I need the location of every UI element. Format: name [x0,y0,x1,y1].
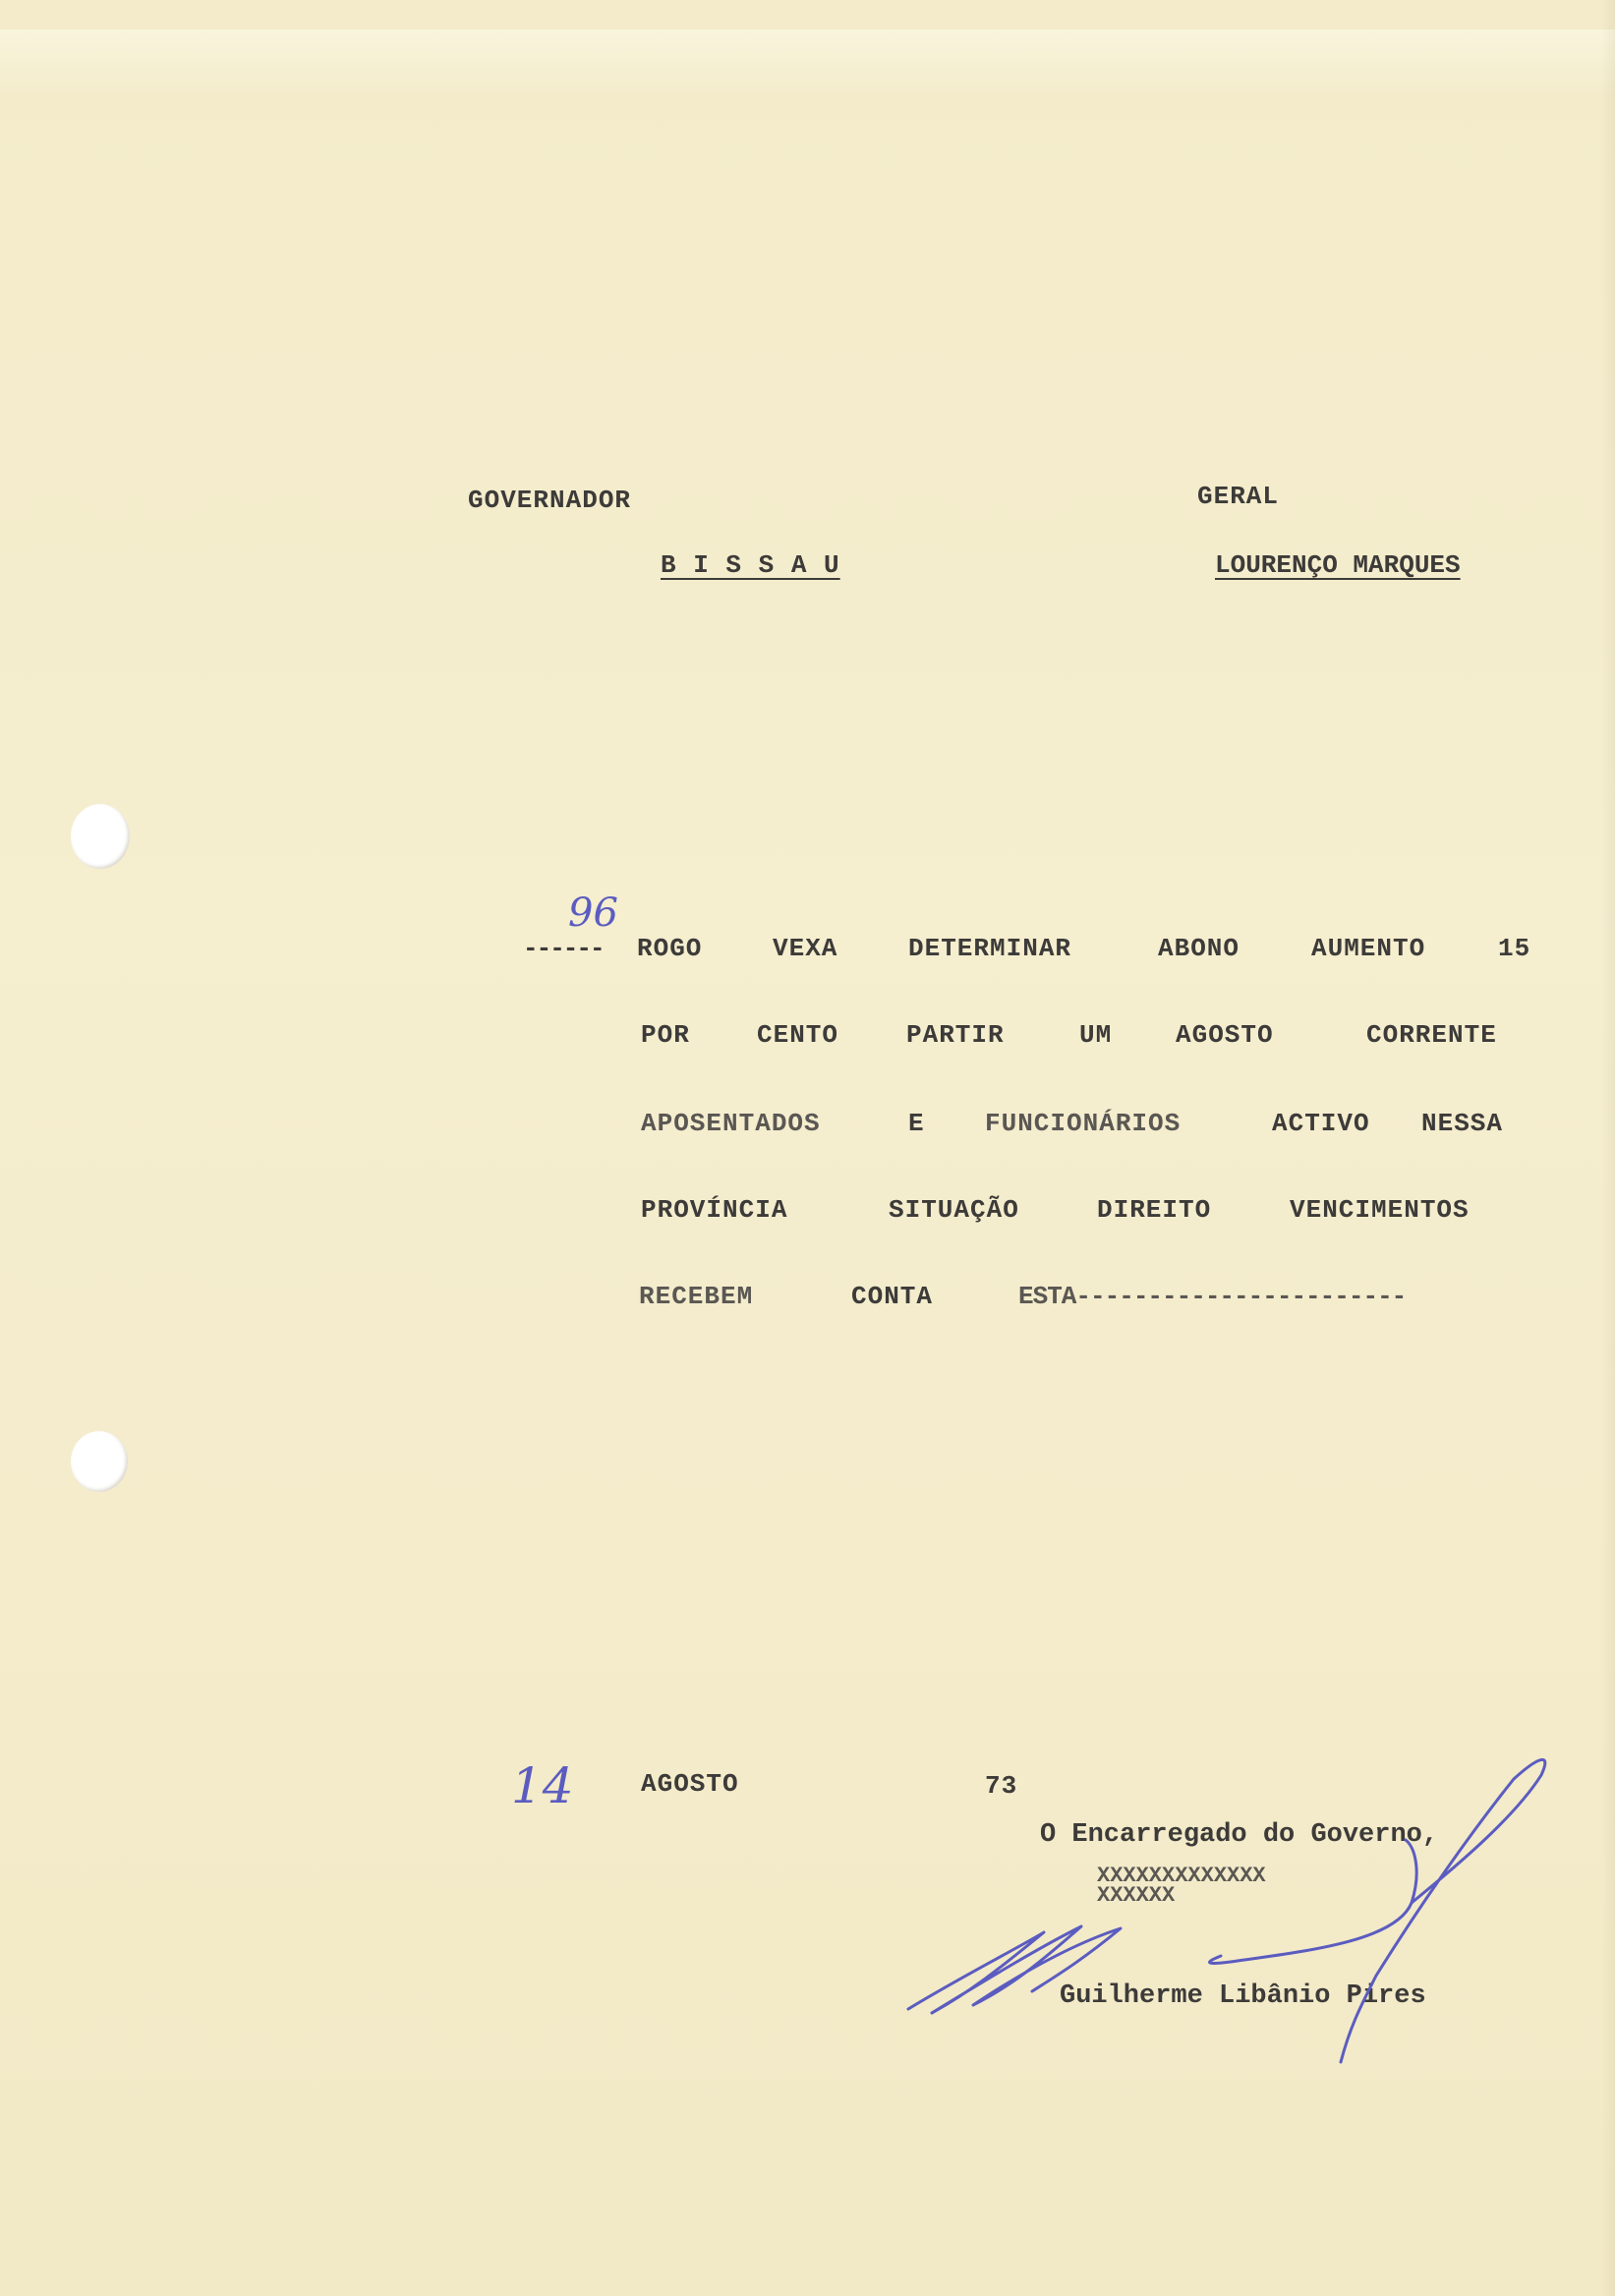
header-right-title: GERAL [1197,482,1280,511]
punch-hole-top [71,804,130,869]
message-word: AGOSTO [1176,1020,1274,1050]
handwritten-day: 14 [511,1757,574,1814]
message-word: RECEBEM [639,1282,754,1311]
handwritten-message-number: 96 [568,890,618,936]
date-year: 73 [985,1771,1018,1801]
message-word: NESSA [1421,1109,1504,1138]
message-dash-prefix: ------ [523,934,604,963]
signatory-name: Guilherme Libânio Pires [1060,1981,1426,2011]
message-word: CENTO [757,1020,839,1050]
message-word: CORRENTE [1366,1020,1497,1050]
paper-fold-shading [0,29,1615,98]
paper-edge-shading [1601,0,1615,2296]
message-word: DETERMINAR [908,934,1072,963]
message-word: ESTA----------------------- [1018,1282,1407,1311]
message-word: CONTA [851,1282,934,1311]
message-word: POR [641,1020,690,1050]
message-word: FUNCIONÁRIOS [985,1109,1182,1138]
message-word: PARTIR [906,1020,1005,1050]
message-word: UM [1079,1020,1113,1050]
header-left-title: GOVERNADOR [468,486,632,515]
date-month: AGOSTO [641,1769,739,1799]
punch-hole-bottom [71,1431,128,1492]
signatory-role: O Encarregado do Governo, [1040,1820,1439,1850]
struck-text-line-1: XXXXXXXXXXXXX [1097,1864,1266,1888]
message-word: DIREITO [1097,1195,1212,1225]
message-word: VENCIMENTOS [1290,1195,1470,1225]
header-right-city: LOURENÇO MARQUES [1215,550,1461,580]
message-word: E [908,1109,925,1138]
message-word: ACTIVO [1272,1109,1370,1138]
message-word: ABONO [1158,934,1240,963]
message-word: ROGO [637,934,703,963]
message-word: APOSENTADOS [641,1109,821,1138]
message-word: 15 [1498,934,1531,963]
message-word: VEXA [773,934,838,963]
message-word: SITUAÇÃO [889,1195,1019,1225]
struck-text-line-2: XXXXXX [1097,1883,1176,1908]
message-word: AUMENTO [1311,934,1426,963]
message-word: PROVÍNCIA [641,1195,788,1225]
header-left-city: B I S S A U [661,550,840,580]
